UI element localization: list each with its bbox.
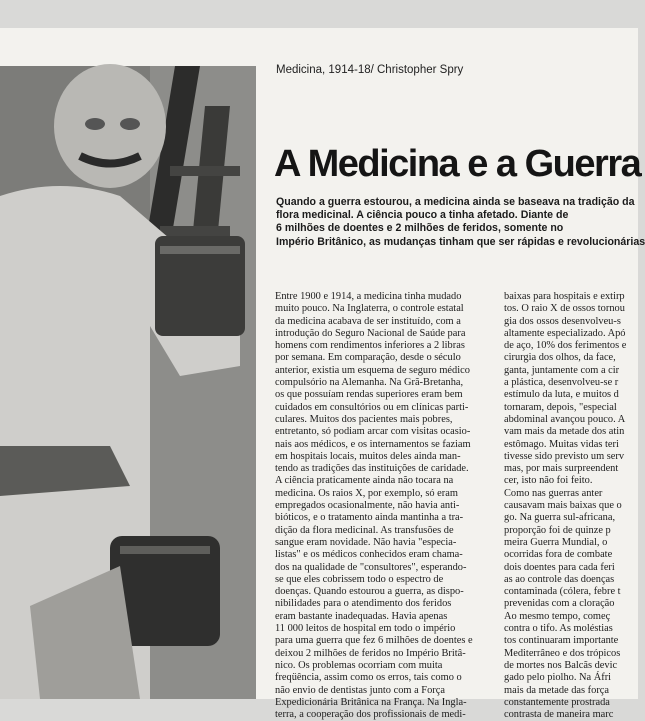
article-kicker: Medicina, 1914-18/ Christopher Spry xyxy=(276,64,464,76)
body-line: contra o tifo. As moléstias xyxy=(504,623,613,635)
body-line: nais aos médicos, e os internamentos se faziam xyxy=(275,438,471,450)
body-line: compulsório na Alemanha. Na Grã-Bretanha, xyxy=(275,377,464,389)
body-line: tendo as tradições das instituições de caridade. xyxy=(275,463,469,475)
body-line: mais da metade das força xyxy=(504,684,610,696)
body-line: dos na qualidade de "consultores", esperando- xyxy=(275,561,467,573)
body-line: proporção foi de quinze p xyxy=(504,524,611,536)
body-line: gado pelo piolho. Na Áfri xyxy=(504,672,612,684)
article-standfirst xyxy=(276,196,645,249)
body-line: bióticos, e o tratamento ainda mantinha a tra- xyxy=(275,512,464,524)
body-line: A ciência praticamente ainda não tocara na xyxy=(275,475,454,487)
body-line: em hospitais locais, muitos deles ainda man- xyxy=(275,450,461,462)
body-line: de aço, 10% dos ferimentos e xyxy=(504,340,627,352)
article-headline: A Medicina e a Guerra xyxy=(274,143,641,185)
body-line: muito pouco. Na Inglaterra, o controle estatal xyxy=(275,303,464,315)
body-line: Expedicionária Britânica na França. Na Ingla- xyxy=(275,696,467,708)
body-line: estômago. Muitas vidas teri xyxy=(504,438,619,450)
body-line: causavam mais baixas que o xyxy=(504,500,622,512)
body-line: culares. Muitos dos pacientes mais pobres, xyxy=(275,413,453,425)
body-line: eram bastante inadequadas. Havia apenas xyxy=(275,610,448,622)
body-line: terra, a cooperação dos profissionais de medi- xyxy=(275,709,466,721)
body-line: dição da flora medicinal. As transfusões de xyxy=(275,524,454,536)
photo-illustration xyxy=(0,66,256,699)
body-line: a plástica, desenvolveu-se r xyxy=(504,377,619,389)
body-line: nico. Os problemas ocorriam com muita xyxy=(275,659,443,671)
standfirst-line: 6 milhões de doentes e 2 milhões de feridos, somente no xyxy=(276,222,564,235)
body-line: introdução do Seguro Nacional de Saúde para xyxy=(275,327,466,339)
body-line: ganta, juntamente com a cir xyxy=(504,364,620,376)
photograph-soldier-with-prosthetic xyxy=(0,66,256,699)
body-line: tornaram, depois, "especial xyxy=(504,401,617,413)
body-line: cuidados em consultórios ou em clínicas parti- xyxy=(275,401,469,413)
body-line: se que eles cobrissem todo o espectro de xyxy=(275,573,444,585)
body-line: cirurgia dos olhos, da face, xyxy=(504,352,616,364)
body-line: medicina. Os raios X, por exemplo, só eram xyxy=(275,487,458,499)
body-line: ocorridas fora de combate xyxy=(504,549,613,561)
body-line: para uma guerra que fez 6 milhões de doentes e xyxy=(275,635,473,647)
body-column-1 xyxy=(275,291,489,721)
body-line: meira Guerra Mundial, o xyxy=(504,536,608,548)
body-line: freqüência, assim como os erros, tais como o xyxy=(275,672,462,684)
body-line: nibilidades para o atendimento dos feridos xyxy=(275,598,452,610)
body-line: de mortes nos Balcãs devic xyxy=(504,659,618,671)
body-line: constantemente prostrada xyxy=(504,696,610,708)
body-line: Entre 1900 e 1914, a medicina tinha mudado xyxy=(275,291,462,302)
body-line: estímulo da luta, e muitos d xyxy=(504,389,619,401)
standfirst-line: flora medicinal. A ciência pouco a tinha afetado. Diante de xyxy=(276,209,569,222)
body-line: prevenidas com a cloração xyxy=(504,598,615,610)
standfirst-line: Quando a guerra estourou, a medicina ainda se baseava na tradição da xyxy=(276,196,635,208)
body-line: contrasta de maneira marc xyxy=(504,709,614,721)
body-line: Como nas guerras anter xyxy=(504,487,603,499)
body-line: gia dos ossos desenvolveu-s xyxy=(504,315,621,327)
body-line: dois doentes para cada feri xyxy=(504,561,615,573)
body-line: go. Na guerra sul-africana, xyxy=(504,512,616,524)
body-line: sangue eram novidade. Não havia "especia- xyxy=(275,536,457,548)
body-line: empregados ocasionalmente, não havia anti- xyxy=(275,500,460,512)
body-line: listas" e os médicos conhecidos eram chama- xyxy=(275,549,463,561)
body-line: Mediterrâneo e dos trópicos xyxy=(504,647,621,659)
body-line: não envio de dentistas junto com a Força xyxy=(275,684,445,696)
body-line: deixou 2 milhões de feridos no Império Britâ- xyxy=(275,647,466,659)
body-line: vam mais da metade dos atin xyxy=(504,426,625,438)
body-line: as ao controle das doenças xyxy=(504,573,615,585)
body-line: 11 000 leitos de hospital em todo o império xyxy=(275,623,456,635)
body-line: tivesse sido previsto um serv xyxy=(504,450,625,462)
body-line: tos continuaram importante xyxy=(504,635,619,647)
body-line: doenças. Quando estourou a guerra, as dispo- xyxy=(275,586,464,598)
standfirst-line: Império Britânico, as mudanças tinham que ser rápidas e revolucionárias xyxy=(276,235,645,248)
body-line: mas, por mais surpreendent xyxy=(504,463,619,475)
body-line: entretanto, só podiam arcar com visitas ocasio- xyxy=(275,426,471,438)
body-line: os que possuíam rendas superiores eram bem xyxy=(275,389,463,401)
body-line: por semana. Em comparação, desde o século xyxy=(275,352,461,364)
body-line: anterior, existia um esquema de seguro médico xyxy=(275,364,470,376)
body-line: tos. O raio X de ossos tornou xyxy=(504,303,625,315)
body-line: contaminada (cólera, febre t xyxy=(504,586,621,598)
body-line: cer, isto não foi feito. xyxy=(504,475,593,487)
body-line: altamente especializado. Apó xyxy=(504,327,626,339)
body-line: homens com rendimentos inferiores a 2 libras xyxy=(275,340,465,352)
body-line: Ao mesmo tempo, começ xyxy=(504,610,611,622)
body-column-2 xyxy=(504,291,638,721)
body-line: baixas para hospitais e extirp xyxy=(504,291,625,302)
body-line: abdominal avançou pouco. A xyxy=(504,413,626,425)
body-line: da medicina acabava de ser instituído, com a xyxy=(275,315,461,327)
